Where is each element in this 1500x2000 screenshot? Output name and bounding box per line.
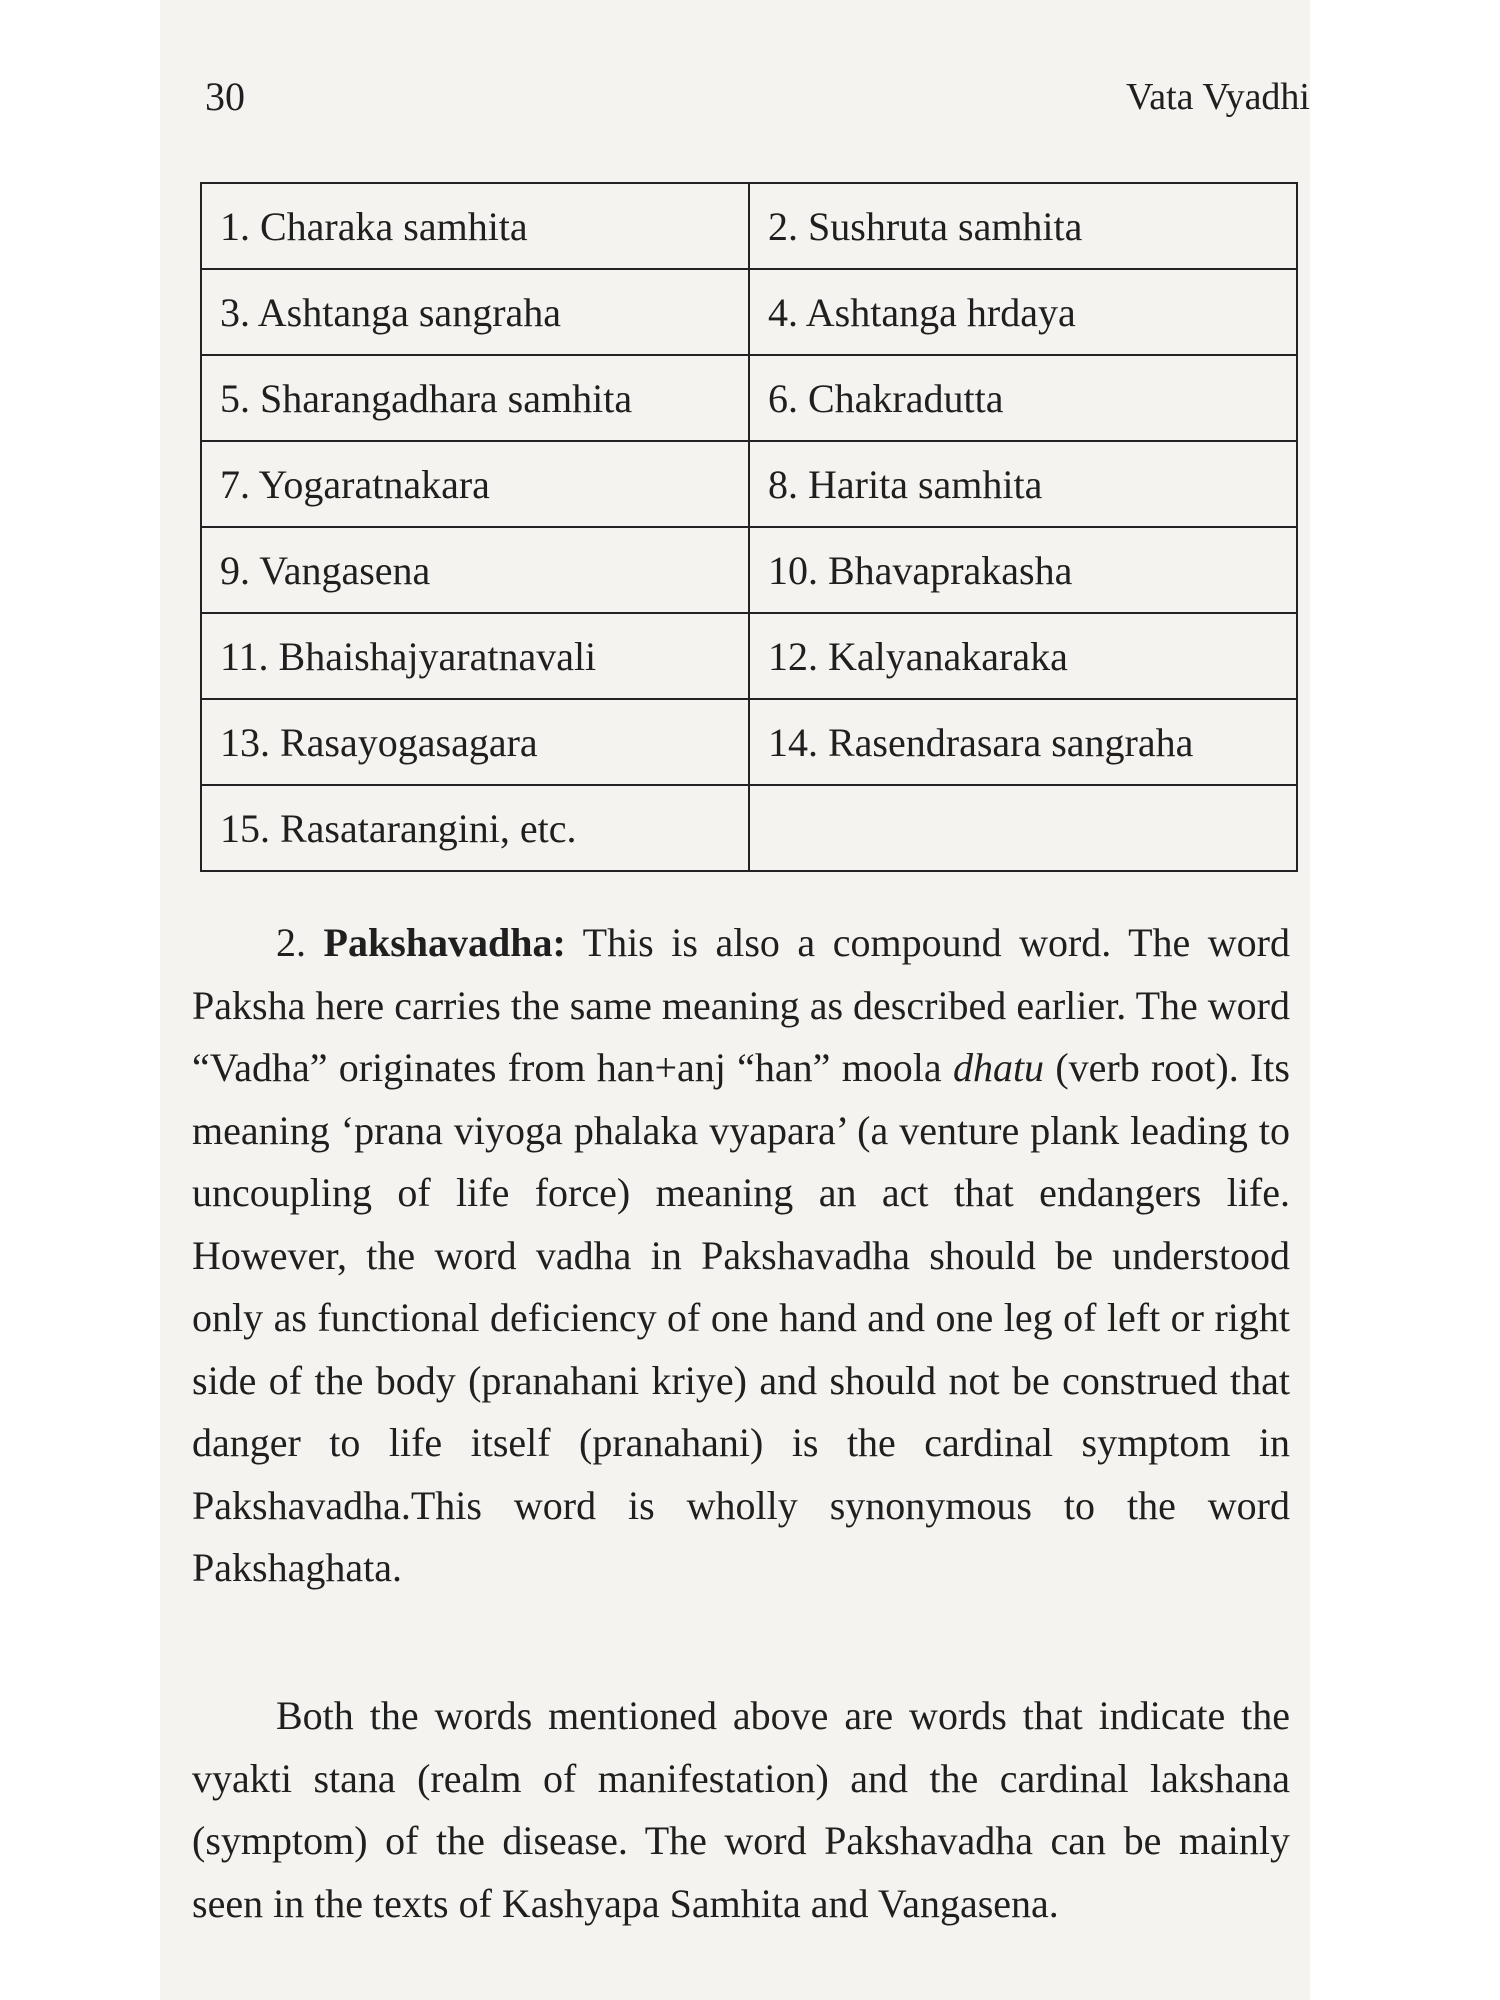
paragraph-text: Both the words mentioned above are words that indicate the vyakti stana (realm of manifestation) and the cardinal lakshana (symptom) of the disease. The word Pakshavadha can be mainly seen in the texts of Kashyapa Samhita and Vangasena. xyxy=(192,1693,1290,1926)
table-row xyxy=(201,355,1297,441)
table-row xyxy=(201,269,1297,355)
table-cell: 11. Bhaishajyaratnavali xyxy=(201,613,749,699)
table-cell: 3. Ashtanga sangraha xyxy=(201,269,749,355)
table-cell: 1. Charaka samhita xyxy=(201,183,749,269)
table-row xyxy=(201,183,1297,269)
table-cell: 2. Sushruta samhita xyxy=(749,183,1297,269)
table-row xyxy=(201,785,1297,871)
term-heading: Pakshavadha: xyxy=(323,920,566,965)
paragraph-number: 2. xyxy=(276,920,306,965)
table-cell: 13. Rasayogasagara xyxy=(201,699,749,785)
table-cell: 9. Vangasena xyxy=(201,527,749,613)
table-cell: 12. Kalyanakaraka xyxy=(749,613,1297,699)
running-title: Vata Vyadhi xyxy=(1126,76,1310,118)
page-number: 30 xyxy=(205,74,245,119)
reference-texts-table xyxy=(200,182,1298,872)
table-cell: 6. Chakradutta xyxy=(749,355,1297,441)
table-row xyxy=(201,699,1297,785)
paragraph-text: (verb root). Its meaning ‘prana viyoga phalaka vyapara’ (a venture plank leading to uncoupling of life force) meaning an act that endangers life. However, the word vadha in Pakshavadha should be understood only as functional deficiency of one hand and one leg of left or right side of the body (pranahani kriye) and should not be construed that danger to life itself (pranahani) is the cardinal symptom in Pakshavadha.This word is wholly synonymous to the word Pakshaghata. xyxy=(192,1045,1290,1590)
paragraph-both-words xyxy=(192,1685,1290,1935)
table-cell: 10. Bhavaprakasha xyxy=(749,527,1297,613)
table-row xyxy=(201,527,1297,613)
table-row xyxy=(201,613,1297,699)
paragraph-pakshavadha xyxy=(192,912,1290,1600)
table-cell: 15. Rasatarangini, etc. xyxy=(201,785,749,871)
table-cell xyxy=(749,785,1297,871)
page-header xyxy=(205,72,1310,122)
table-cell: 8. Harita samhita xyxy=(749,441,1297,527)
italic-term: dhatu xyxy=(952,1045,1045,1090)
table-row xyxy=(201,441,1297,527)
table-cell: 5. Sharangadhara samhita xyxy=(201,355,749,441)
table-cell: 4. Ashtanga hrdaya xyxy=(749,269,1297,355)
table-cell: 7. Yogaratnakara xyxy=(201,441,749,527)
paragraph-text: This is also a compound word. The word Paksha here carries the same meaning as described earlier. The word “Vadha” originates from han+anj “han” moola xyxy=(192,920,1291,1090)
table-cell: 14. Rasendrasara sangraha xyxy=(749,699,1297,785)
